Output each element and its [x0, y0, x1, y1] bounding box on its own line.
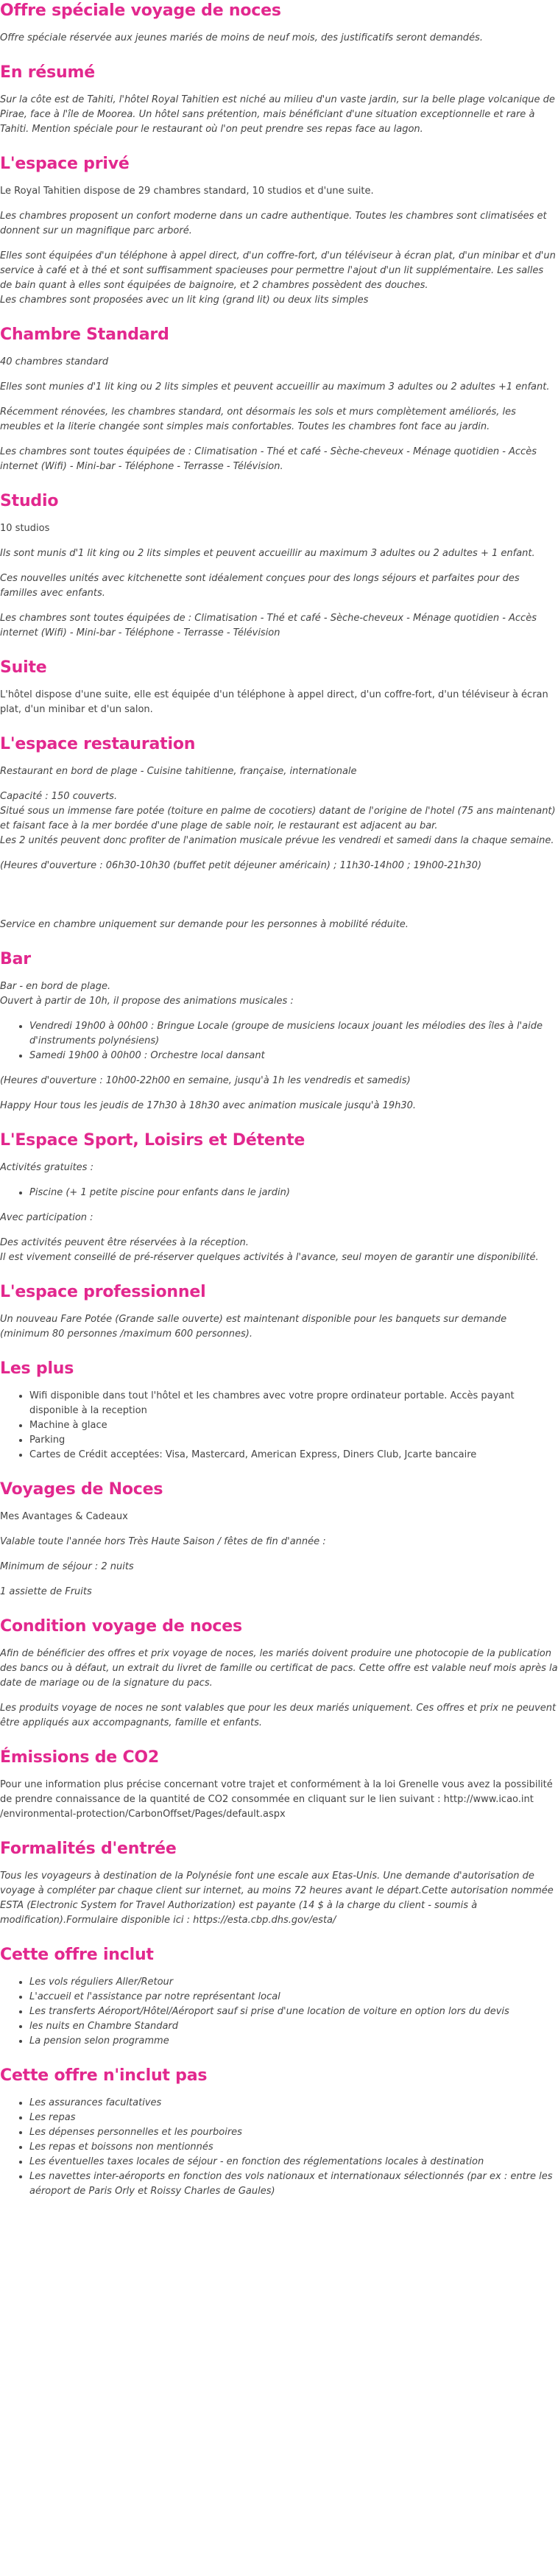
list-item: • Samedi 19h00 à 00h00 : Orchestre local dansant [29, 1049, 558, 1063]
studio-equipment: Les chambres sont toutes équipées de : Climatisation - Thé et café - Sèche-cheveux - Ménage quotidien - Accès internet (Wifi) - Mini-bar - Téléphone - Terrasse - Télévision [0, 613, 537, 638]
honeymoon-conditions-scope: Les produits voyage de noces ne sont valables que pour les deux mariés uniquement. Ces offres et prix ne peuvent être appliqués aux accompagnants, famille et enfants. [0, 1703, 557, 1728]
co2-text: Pour une information plus précise concernant votre trajet et conformément à la loi Grenelle vous avez la possibilité de prendre connaissance de la quantité de CO2 consommée en cliquant sur le lien suivant : http://www.icao.int /environmental-protection/CarbonOffset/Pages/default.aspx [0, 1779, 553, 1820]
list-item: • Les dépenses personnelles et les pourboires [29, 2125, 558, 2140]
list-item: • Les repas [29, 2111, 558, 2125]
heading-extras: Les plus [0, 1359, 74, 1378]
list-item: • Les repas et boissons non mentionnés [29, 2140, 558, 2155]
standard-room-renovation: Récemment rénovées, les chambres standard, ont désormais les sols et murs complètement améliorés, les meubles et la literie changée sont simples mais confortables. Toutes les chambres font face au jardin. [0, 407, 516, 432]
section-professional [0, 1283, 558, 1342]
heading-restaurant: L'espace restauration [0, 735, 196, 753]
included-list [0, 1975, 558, 2049]
free-activities-label: Activités gratuites : [0, 1162, 93, 1173]
not-included-list [0, 2096, 558, 2199]
private-space-beds-text: Les chambres sont proposées avec un lit king (grand lit) ou deux lits simples [0, 295, 369, 306]
list-item: • L'accueil et l'assistance par notre représentant local [29, 1990, 558, 2005]
list-item: • Wifi disponible dans tout l'hôtel et les chambres avec votre propre ordinateur portable. Accès payant disponible à la reception [29, 1389, 558, 1418]
section-sport-leisure [0, 1131, 558, 1265]
offer-text: Offre spéciale réservée aux jeunes mariés de moins de neuf mois, des justificatifs seront demandés. [0, 32, 483, 43]
heading-entry-formalities: Formalités d'entrée [0, 1840, 177, 1858]
list-item: • Piscine (+ 1 petite piscine pour enfants dans le jardin) [29, 1186, 558, 1200]
bar-happy-hour: Happy Hour tous les jeudis de 17h30 à 18h30 avec animation musicale jusqu'à 19h30. [0, 1100, 417, 1111]
extras-list [0, 1389, 558, 1463]
section-honeymoon-conditions [0, 1617, 558, 1731]
list-item: • Cartes de Crédit acceptées: Visa, Mastercard, American Express, Diners Club, Jcarte bancaire [29, 1448, 558, 1463]
heading-not-included: Cette offre n'inclut pas [0, 2066, 208, 2085]
studio-beds: Ils sont munis d'1 lit king ou 2 lits simples et peuvent accueillir au maximum 3 adultes ou 2 adultes + 1 enfant. [0, 548, 535, 559]
bar-opening: Ouvert à partir de 10h, il propose des animations musicales : [0, 996, 294, 1007]
studio-count: 10 studios [0, 523, 50, 534]
professional-text: Un nouveau Fare Potée (Grande salle ouverte) est maintenant disponible pour les banquets sur demande (minimum 80 personnes /maximum 600 personnes). [0, 1314, 507, 1340]
entry-formalities-text: Tous les voyageurs à destination de la Polynésie font une escale aux Etas-Unis. Une demande d'autorisation de voyage à compléter par chaque client sur internet, au moins 72 heures avant le départ.Cette autorisation nommée ESTA (Electronic System for Travel Authorization) est payante (14 $ à la charge du client - soumis à modification).Formulaire disponible ici : https://esta.cbp.dhs.gov/esta/ [0, 1871, 554, 1926]
bar-hours: (Heures d'ouverture : 10h00-22h00 en semaine, jusqu'à 1h les vendredis et samedis) [0, 1075, 411, 1086]
studio-kitchenette: Ces nouvelles unités avec kitchenette sont idéalement conçues pour des longs séjours et parfaites pour des familles avec enfants. [0, 573, 520, 599]
section-summary [0, 63, 558, 137]
restaurant-cuisine: Restaurant en bord de plage - Cuisine tahitienne, française, internationale [0, 766, 357, 777]
private-space-intro: Le Royal Tahitien dispose de 29 chambres standard, 10 studios et d'une suite. [0, 186, 374, 197]
heading-honeymoon: Voyages de Noces [0, 1480, 163, 1499]
heading-co2: Émissions de CO2 [0, 1748, 160, 1767]
section-standard-room [0, 325, 558, 474]
section-suite [0, 658, 558, 717]
section-co2 [0, 1748, 558, 1822]
private-space-equipment-text: Elles sont équipées d'un téléphone à appel direct, d'un coffre-fort, d'un téléviseur à écran plat, d'un minibar et d'un service à café et à thé et sont suffisamment spacieuses pour permettre l'ajout d'un lit supplémentaire. Les salles de bain quant à elles sont équipées de baignoire, et 2 chambres possèdent des douches. [0, 250, 556, 291]
section-restaurant [0, 735, 558, 932]
bar-music-list [0, 1019, 558, 1063]
heading-sport-leisure: L'Espace Sport, Loisirs et Détente [0, 1131, 306, 1150]
bar-location: Bar - en bord de plage. [0, 981, 111, 992]
bar-intro [0, 979, 558, 1009]
list-item: • La pension selon programme [29, 2034, 558, 2049]
list-item: • Les navettes inter-aéroports en fonction des vols nationaux et internationaux sélectionnés (par ex : entre les aéroport de Paris Orly et Roissy Charles de Gaules) [29, 2169, 558, 2199]
heading-summary: En résumé [0, 63, 95, 82]
restaurant-room-service: Service en chambre uniquement sur demande pour les personnes à mobilité réduite. [0, 919, 409, 930]
restaurant-hours: (Heures d'ouverture : 06h30-10h30 (buffet petit déjeuner américain) ; 11h30-14h00 ; 19h00-21h30) [0, 860, 482, 871]
activities-booking-advice: Il est vivement conseillé de pré-réserver quelques activités à l'avance, seul moyen de garantir une disponibilité. [0, 1252, 539, 1263]
heading-offer: Offre spéciale voyage de noces [0, 1, 281, 20]
private-space-comfort: Les chambres proposent un confort moderne dans un cadre authentique. Toutes les chambres sont climatisées et donnent sur un magnifique parc arboré. [0, 211, 547, 236]
section-studio [0, 492, 558, 641]
restaurant-music: Les 2 unités peuvent donc profiter de l'animation musicale prévue les vendredi et samedi dans la chaque semaine. [0, 835, 554, 846]
heading-private-space: L'espace privé [0, 155, 130, 173]
heading-honeymoon-conditions: Condition voyage de noces [0, 1617, 242, 1636]
heading-standard-room: Chambre Standard [0, 325, 169, 344]
section-extras [0, 1359, 558, 1463]
private-space-equipment [0, 249, 558, 308]
heading-included: Cette offre inclut [0, 1946, 154, 1964]
list-item: • les nuits en Chambre Standard [29, 2019, 558, 2034]
list-item: • Les éventuelles taxes locales de séjour - en fonction des réglementations locales à destination [29, 2155, 558, 2169]
section-entry-formalities [0, 1840, 558, 1928]
heading-suite: Suite [0, 658, 47, 677]
standard-room-count: 40 chambres standard [0, 356, 109, 367]
list-item: • Les assurances facultatives [29, 2096, 558, 2111]
restaurant-capacity: Capacité : 150 couverts. [0, 791, 118, 802]
section-private-space [0, 155, 558, 308]
activities-booking-reception: Des activités peuvent être réservées à la réception. [0, 1237, 249, 1248]
list-item: • Parking [29, 1433, 558, 1448]
section-bar [0, 950, 558, 1113]
list-item: • Vendredi 19h00 à 00h00 : Bringue Locale (groupe de musiciens locaux jouant les mélodies des îles à l'aide d'instruments polynésiens) [29, 1019, 558, 1049]
restaurant-location: Situé sous un immense fare potée (toiture en palme de cocotiers) datant de l'origine de l'hotel (75 ans maintenant) et faisant face à la mer bordée d'une plage de sable noir, le restaurant est adjacent au bar. [0, 806, 556, 831]
honeymoon-min-stay: Minimum de séjour : 2 nuits [0, 1561, 134, 1572]
heading-studio: Studio [0, 492, 59, 510]
summary-text: Sur la côte est de Tahiti, l'hôtel Royal Tahitien est niché au milieu d'un vaste jardin, sur la belle plage volcanique de Pirae, face à l'île de Moorea. Un hôtel sans prétention, mais bénéficiant d'une situation exceptionnelle et rare à Tahiti. Mention spéciale pour le restaurant où l'on peut prendre ses repas face au lagon. [0, 94, 555, 135]
standard-room-equipment: Les chambres sont toutes équipées de : Climatisation - Thé et café - Sèche-cheveux - Ménage quotidien - Accès internet (Wifi) - Mini-bar - Téléphone - Terrasse - Télévision. [0, 446, 537, 472]
section-offer [0, 1, 558, 46]
honeymoon-benefits: Mes Avantages & Cadeaux [0, 1511, 128, 1522]
paid-activities-label: Avec participation : [0, 1212, 93, 1223]
honeymoon-conditions-proof: Afin de bénéficier des offres et prix voyage de noces, les mariés doivent produire une photocopie de la publication des bancs ou à défaut, un extrait du livret de famille ou certificat de pacs. Cette offre est valable neuf mois après la date de mariage ou de la signature du pacs. [0, 1648, 558, 1689]
heading-bar: Bar [0, 950, 31, 968]
honeymoon-gift: 1 assiette de Fruits [0, 1586, 92, 1597]
list-item: • Les transferts Aéroport/Hôtel/Aéroport sauf si prise d'une location de voiture en option lors du devis [29, 2005, 558, 2019]
list-item: • Machine à glace [29, 1418, 558, 1433]
heading-professional: L'espace professionnel [0, 1283, 206, 1301]
section-honeymoon [0, 1480, 558, 1600]
honeymoon-validity: Valable toute l'année hors Très Haute Saison / fêtes de fin d'année : [0, 1536, 326, 1547]
list-item: • Les vols réguliers Aller/Retour [29, 1975, 558, 1990]
suite-text: L'hôtel dispose d'une suite, elle est équipée d'un téléphone à appel direct, d'un coffre-fort, d'un téléviseur à écran plat, d'un minibar et d'un salon. [0, 689, 548, 715]
section-not-included [0, 2066, 558, 2199]
restaurant-details [0, 789, 558, 848]
standard-room-beds: Elles sont munies d'1 lit king ou 2 lits simples et peuvent accueillir au maximum 3 adultes ou 2 adultes +1 enfant. [0, 381, 550, 393]
activities-booking [0, 1236, 558, 1265]
free-activities-list [0, 1186, 558, 1200]
page [0, 1, 558, 2199]
section-included [0, 1946, 558, 2049]
